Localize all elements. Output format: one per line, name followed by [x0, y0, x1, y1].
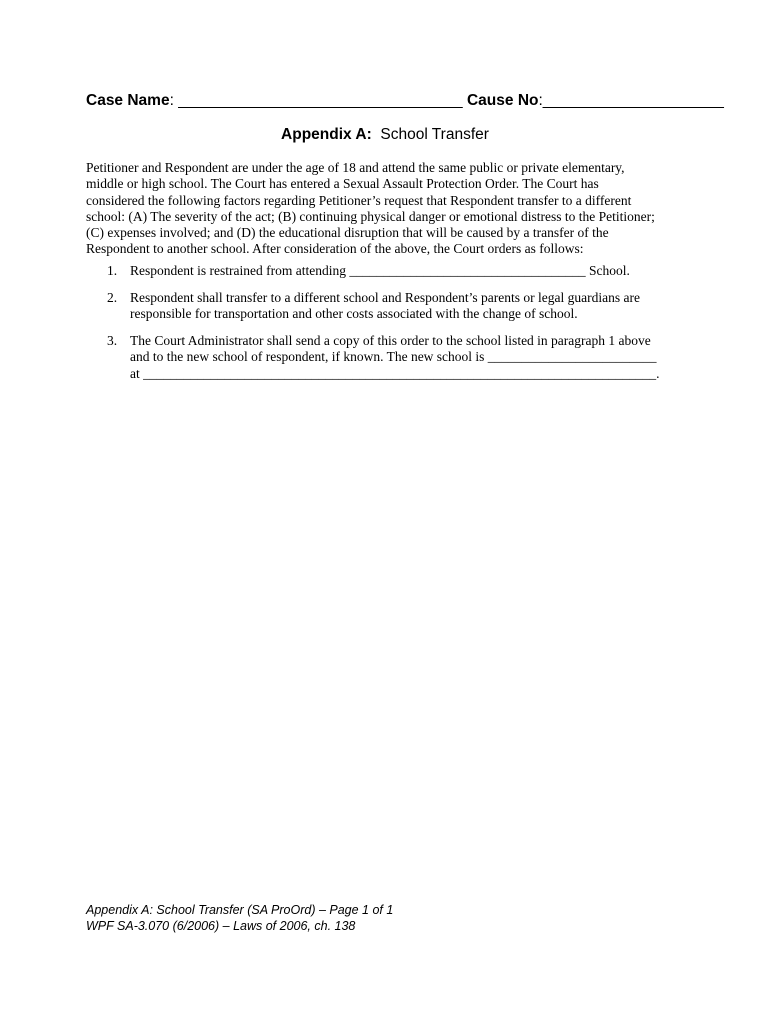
intro-line: Respondent to another school. After consideration of the above, the Court orders as follows:	[86, 241, 584, 257]
intro-line: (C) expenses involved; and (D) the educational disruption that will be caused by a transfer of the	[86, 225, 609, 241]
item-number: 2.	[107, 290, 118, 305]
intro-line: Petitioner and Respondent are under the age of 18 and attend the same public or private elementary,	[86, 160, 625, 175]
item-line: Respondent is restrained from attending ___________________________________ School.	[130, 263, 630, 278]
cause-no-field[interactable]: :_____________________	[538, 92, 724, 109]
case-name-field[interactable]: : _________________________________	[169, 92, 463, 109]
item-number: 1.	[107, 263, 118, 278]
item-line: responsible for transportation and other costs associated with the change of school.	[130, 306, 578, 322]
intro-line: school: (A) The severity of the act; (B) continuing physical danger or emotional distress to the Petitioner;	[86, 208, 655, 224]
order-item-1	[86, 263, 686, 279]
title-text: School Transfer	[380, 126, 489, 143]
title-prefix: Appendix A:	[281, 126, 372, 143]
footer-form-title: Appendix A: School Transfer (SA ProOrd) – Page 1 of 1	[86, 903, 394, 917]
intro-paragraph	[86, 160, 686, 258]
item-line: The Court Administrator shall send a copy of this order to the school listed in paragraph 1 above	[130, 333, 651, 348]
case-name-label: Case Name	[86, 92, 170, 109]
item-line: and to the new school of respondent, if known. The new school is _________________________	[130, 349, 657, 365]
intro-line: considered the following factors regarding Petitioner’s request that Respondent transfer to a different	[86, 192, 632, 208]
order-item-3	[86, 333, 686, 382]
intro-line: middle or high school. The Court has entered a Sexual Assault Protection Order. The Court has	[86, 176, 599, 192]
footer-form-citation: WPF SA-3.070 (6/2006) – Laws of 2006, ch. 138	[86, 919, 356, 933]
order-item-2	[86, 290, 686, 323]
cause-no-label: Cause No	[466, 92, 539, 109]
item-line: Respondent shall transfer to a different school and Respondent’s parents or legal guardians are	[130, 290, 640, 305]
case-header	[86, 92, 724, 110]
page-footer	[86, 902, 686, 934]
item-number: 3.	[107, 333, 118, 348]
document-title	[0, 126, 770, 144]
item-line: at ____________________________________________________________________________.	[130, 365, 660, 381]
